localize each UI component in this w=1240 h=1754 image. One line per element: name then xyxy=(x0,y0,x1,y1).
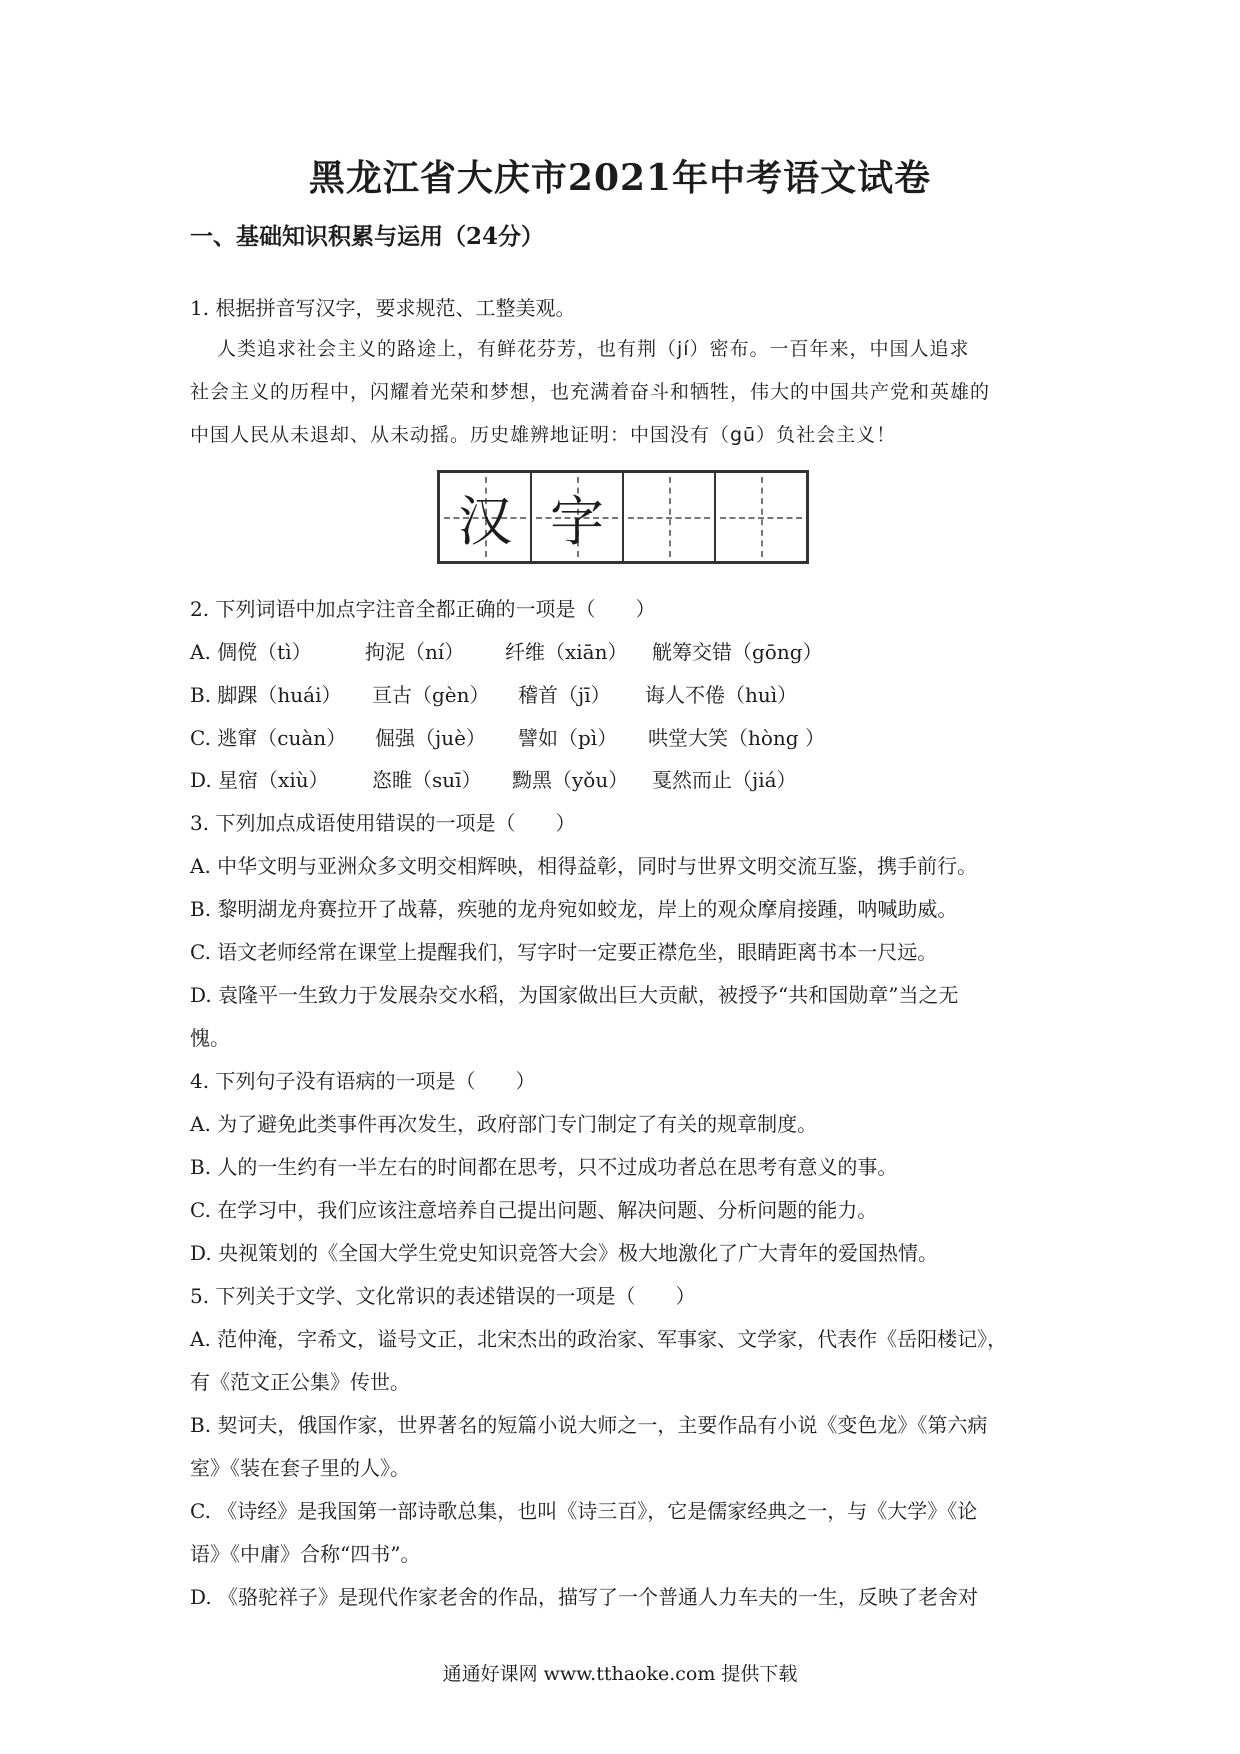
option-c-word: C. 逃窜（cuàn） xyxy=(190,726,347,750)
option-b-word: 诲人不倦（huì） xyxy=(645,683,798,707)
option-c-word: 哄堂大笑（hòng ） xyxy=(648,726,825,750)
question-4-stem: 4. 下列句子没有语病的一项是（ ） xyxy=(190,1069,536,1093)
option-text: D. 袁隆平一生致力于发展杂交水稻，为国家做出巨大贡献，被授予“共和国勋章”当之无 xyxy=(190,983,959,1007)
section-heading: 一、基础知识积累与运用（24分） xyxy=(190,223,545,250)
passage-line: 社会主义的历程中，闪耀着光荣和梦想，也充满着奋斗和牺牲，伟大的中国共产党和英雄的 xyxy=(190,381,991,403)
option-text: A. 范仲淹，字希文，谥号文正，北宋杰出的政治家、军事家、文学家，代表作《岳阳楼记》， xyxy=(190,1327,1008,1351)
exam-title: 黑龙江省大庆市2021年中考语文试卷 xyxy=(308,157,932,199)
option-text: 有《范文正公集》传世。 xyxy=(190,1370,410,1394)
question-5-stem: 5. 下列关于文学、文化常识的表述错误的一项是（ ） xyxy=(190,1284,696,1308)
option-a-word: 纤维（xiān） xyxy=(505,640,628,664)
passage-line: 中国人民从未退却、从未动摇。历史雄辨地证明：中国没有（gū）负社会主义！ xyxy=(190,424,897,446)
writing-grid xyxy=(437,470,809,564)
option-b-word: 稽首（jī） xyxy=(518,683,611,707)
option-text: B. 契诃夫，俄国作家，世界著名的短篇小说大师之一，主要作品有小说《变色龙》《第六病 xyxy=(190,1413,988,1437)
option-text: 室》《装在套子里的人》。 xyxy=(190,1456,410,1480)
option-d-word: 戛然而止（jiá） xyxy=(652,768,797,792)
option-text: B. 人的一生约有一半左右的时间都在思考，只不过成功者总在思考有意义的事。 xyxy=(190,1155,898,1179)
option-a-word: A. 倜傥（tì） xyxy=(190,640,312,664)
option-text: C. 在学习中，我们应该注意培养自己提出问题、解决问题、分析问题的能力。 xyxy=(190,1198,878,1222)
grid-cell[interactable] xyxy=(716,473,806,561)
grid-char: 汉 xyxy=(458,489,512,553)
option-d-word: 恣睢（suī） xyxy=(372,768,482,792)
option-text: A. 为了避免此类事件再次发生，政府部门专门制定了有关的规章制度。 xyxy=(190,1112,818,1136)
question-1-stem: 1. 根据拼音写汉字，要求规范、工整美观。 xyxy=(190,296,576,320)
option-c-word: 譬如（pì） xyxy=(518,726,618,750)
grid-cell[interactable] xyxy=(624,473,716,561)
option-text: 愧。 xyxy=(190,1026,230,1050)
option-b-word: B. 脚踝（huái） xyxy=(190,683,342,707)
question-2-stem: 2. 下列词语中加点字注音全都正确的一项是（ ） xyxy=(190,597,656,621)
option-b-word: 亘古（gèn） xyxy=(372,683,490,707)
question-3-stem: 3. 下列加点成语使用错误的一项是（ ） xyxy=(190,811,576,835)
option-d-word: D. 星宿（xiù） xyxy=(190,768,329,792)
option-a-word: 拘泥（ní） xyxy=(365,640,465,664)
option-text: D. 《骆驼祥子》是现代作家老舍的作品，描写了一个普通人力车夫的一生，反映了老舍对 xyxy=(190,1585,979,1609)
passage-line: 人类追求社会主义的路途上，有鲜花芬芳，也有荆（jí）密布。一百年来，中国人追求 xyxy=(217,338,970,360)
option-a-word: 觥筹交错（gōng） xyxy=(652,640,823,664)
option-text: D. 央视策划的《全国大学生党史知识竞答大会》极大地激化了广大青年的爱国热情。 xyxy=(190,1241,939,1265)
option-d-word: 黝黑（yǒu） xyxy=(512,768,629,792)
option-text: 语》《中庸》合称“四书”。 xyxy=(190,1542,421,1566)
option-text: C. 《诗经》是我国第一部诗歌总集，也叫《诗三百》，它是儒家经典之一，与《大学》《论 xyxy=(190,1499,978,1523)
grid-cell[interactable] xyxy=(440,473,532,561)
footer-text: 通通好课网 www.tthaoke.com 提供下载 xyxy=(442,1663,798,1685)
option-text: C. 语文老师经常在课堂上提醒我们，写字时一定要正襟危坐，眼睛距离书本一尺远。 xyxy=(190,940,938,964)
grid-cell[interactable] xyxy=(532,473,624,561)
option-c-word: 倔强（juè） xyxy=(375,726,486,750)
option-text: B. 黎明湖龙舟赛拉开了战幕，疾驰的龙舟宛如蛟龙，岸上的观众摩肩接踵，呐喊助威。 xyxy=(190,897,958,921)
grid-char: 字 xyxy=(550,489,604,553)
option-text: A. 中华文明与亚洲众多文明交相辉映，相得益彰，同时与世界文明交流互鉴，携手前行。 xyxy=(190,854,978,878)
